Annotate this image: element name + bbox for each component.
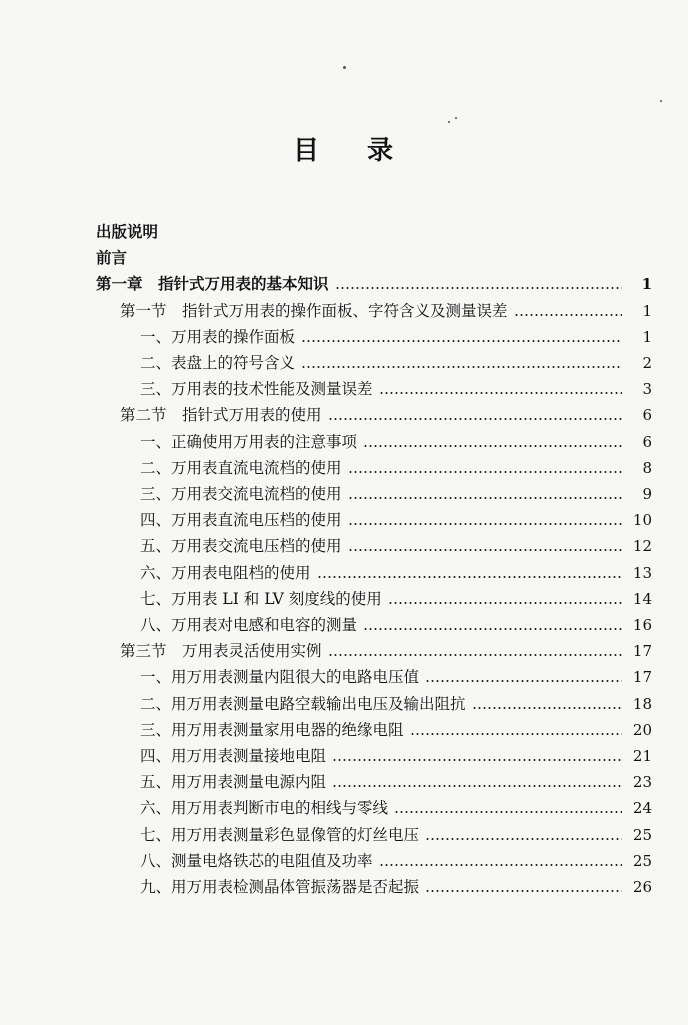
toc-entry [96, 559, 652, 583]
dot-leader [379, 864, 622, 866]
toc-entry [96, 349, 652, 373]
dot-leader [514, 314, 622, 316]
dot-leader [388, 602, 622, 604]
toc-page-number: 25 [632, 825, 652, 844]
toc-page-number: 9 [642, 485, 652, 503]
scan-speck [343, 66, 346, 69]
title-char-2: 录 [367, 136, 396, 166]
dot-leader [335, 287, 622, 289]
dot-leader [379, 392, 622, 394]
toc-entry [96, 847, 652, 871]
toc-entry [96, 218, 652, 242]
toc-entry [96, 611, 652, 635]
dot-leader [332, 759, 622, 761]
toc-entry [96, 637, 652, 661]
dot-leader [332, 785, 622, 787]
toc-entry-label: 九、用万用表检测晶体管振荡器是否起振 [140, 878, 420, 896]
toc-page-number: 26 [632, 878, 652, 896]
dot-leader [348, 549, 622, 551]
toc-entry [96, 480, 652, 504]
toc-entry-label: 一、用万用表测量内阻很大的电路电压值 [140, 668, 420, 687]
toc-page-number: 3 [642, 380, 652, 399]
toc-entry-label: 八、测量电烙铁芯的电阻值及功率 [140, 851, 373, 870]
toc-page-number: 18 [632, 694, 652, 713]
toc-entry [96, 532, 652, 556]
toc-entry [96, 428, 652, 452]
toc-entry [96, 506, 652, 530]
toc-page-number: 16 [632, 616, 652, 634]
toc-entry [96, 270, 652, 294]
dot-leader [348, 523, 622, 525]
dot-leader [394, 811, 622, 813]
toc-entry-label: 二、表盘上的符号含义 [140, 354, 296, 372]
toc-entry [96, 716, 652, 740]
toc-entry-label: 二、万用表直流电流档的使用 [140, 458, 342, 477]
toc-page-number: 13 [632, 563, 652, 582]
toc-page-number: 20 [632, 720, 652, 739]
toc-entry [96, 401, 652, 425]
toc-entry-label: 六、用万用表判断市电的相线与零线 [140, 799, 389, 818]
toc-page-number: 1 [641, 275, 652, 294]
dot-leader [363, 628, 622, 630]
toc-entry-label: 七、万用表 LI 和 LV 刻度线的使用 [140, 589, 382, 608]
toc-entry-label: 四、用万用表测量接地电阻 [140, 747, 327, 765]
toc-entry-label: 第二节 指针式万用表的使用 [120, 406, 322, 425]
toc-entry-label: 第一章 指针式万用表的基本知识 [96, 274, 329, 294]
toc-entry [96, 323, 652, 347]
dot-leader [425, 838, 622, 840]
toc-page-number: 24 [632, 799, 652, 818]
toc-entry-label: 六、万用表电阻档的使用 [140, 563, 311, 582]
toc-entry-label: 出版说明 [96, 222, 159, 241]
toc-entry [96, 375, 652, 399]
toc-entry-label: 四、万用表直流电压档的使用 [140, 511, 342, 530]
scan-speck [660, 100, 662, 102]
dot-leader [472, 707, 622, 709]
toc-entry [96, 768, 652, 792]
toc-page-number: 17 [632, 642, 652, 661]
toc-entry [96, 873, 652, 897]
toc-page-number: 23 [632, 773, 652, 792]
dot-leader [425, 890, 622, 892]
toc-page-number: 6 [642, 432, 652, 451]
toc-page-number: 12 [632, 537, 652, 556]
dot-leader [301, 366, 622, 368]
dot-leader [301, 340, 622, 342]
toc-entry-label: 第三节 万用表灵活使用实例 [120, 642, 322, 661]
dot-leader [328, 418, 622, 420]
scan-speck [455, 117, 457, 119]
toc-page-number: 21 [632, 747, 652, 765]
toc-entry [96, 585, 652, 609]
toc-page-number: 14 [632, 589, 652, 608]
toc-entry-label: 第一节 指针式万用表的操作面板、字符含义及测量误差 [120, 301, 508, 320]
toc-entry-label: 五、万用表交流电压档的使用 [140, 537, 342, 556]
toc-entry-label: 八、万用表对电感和电容的测量 [140, 616, 358, 634]
toc-page-number: 6 [642, 406, 652, 425]
toc-page-number: 1 [642, 301, 652, 320]
toc-entry-label: 七、用万用表测量彩色显像管的灯丝电压 [140, 825, 420, 844]
scan-speck [448, 121, 450, 123]
toc-page-number: 8 [642, 458, 652, 477]
toc-page-number: 1 [642, 327, 652, 346]
dot-leader [328, 654, 622, 656]
dot-leader [410, 733, 622, 735]
toc-entry-label: 一、万用表的操作面板 [140, 327, 296, 346]
toc-page-number: 25 [632, 851, 652, 870]
toc-page-number: 17 [632, 668, 652, 687]
toc-entry-label: 前言 [96, 248, 128, 268]
toc-entry [96, 297, 652, 321]
toc-entry-label: 五、用万用表测量电源内阻 [140, 773, 327, 792]
toc-entry [96, 821, 652, 845]
toc-entry [96, 454, 652, 478]
dot-leader [363, 445, 622, 447]
title-char-1: 目 [292, 136, 321, 166]
toc-entry [96, 244, 652, 268]
toc-entry [96, 690, 652, 714]
toc-entry-label: 三、万用表的技术性能及测量误差 [140, 380, 373, 399]
dot-leader [348, 471, 622, 473]
toc-page-number: 10 [632, 511, 652, 530]
toc-entry-label: 一、正确使用万用表的注意事项 [140, 432, 358, 451]
dot-leader [317, 576, 622, 578]
toc-entry-label: 三、万用表交流电流档的使用 [140, 485, 342, 503]
toc-entry [96, 663, 652, 687]
page-title [0, 130, 688, 167]
toc-entry-label: 三、用万用表测量家用电器的绝缘电阻 [140, 720, 404, 739]
toc-entry [96, 742, 652, 766]
toc-page-number: 2 [642, 354, 652, 372]
toc-entry-label: 二、用万用表测量电路空载输出电压及输出阻抗 [140, 694, 466, 713]
dot-leader [425, 680, 622, 682]
toc-entry [96, 794, 652, 818]
dot-leader [348, 497, 622, 499]
